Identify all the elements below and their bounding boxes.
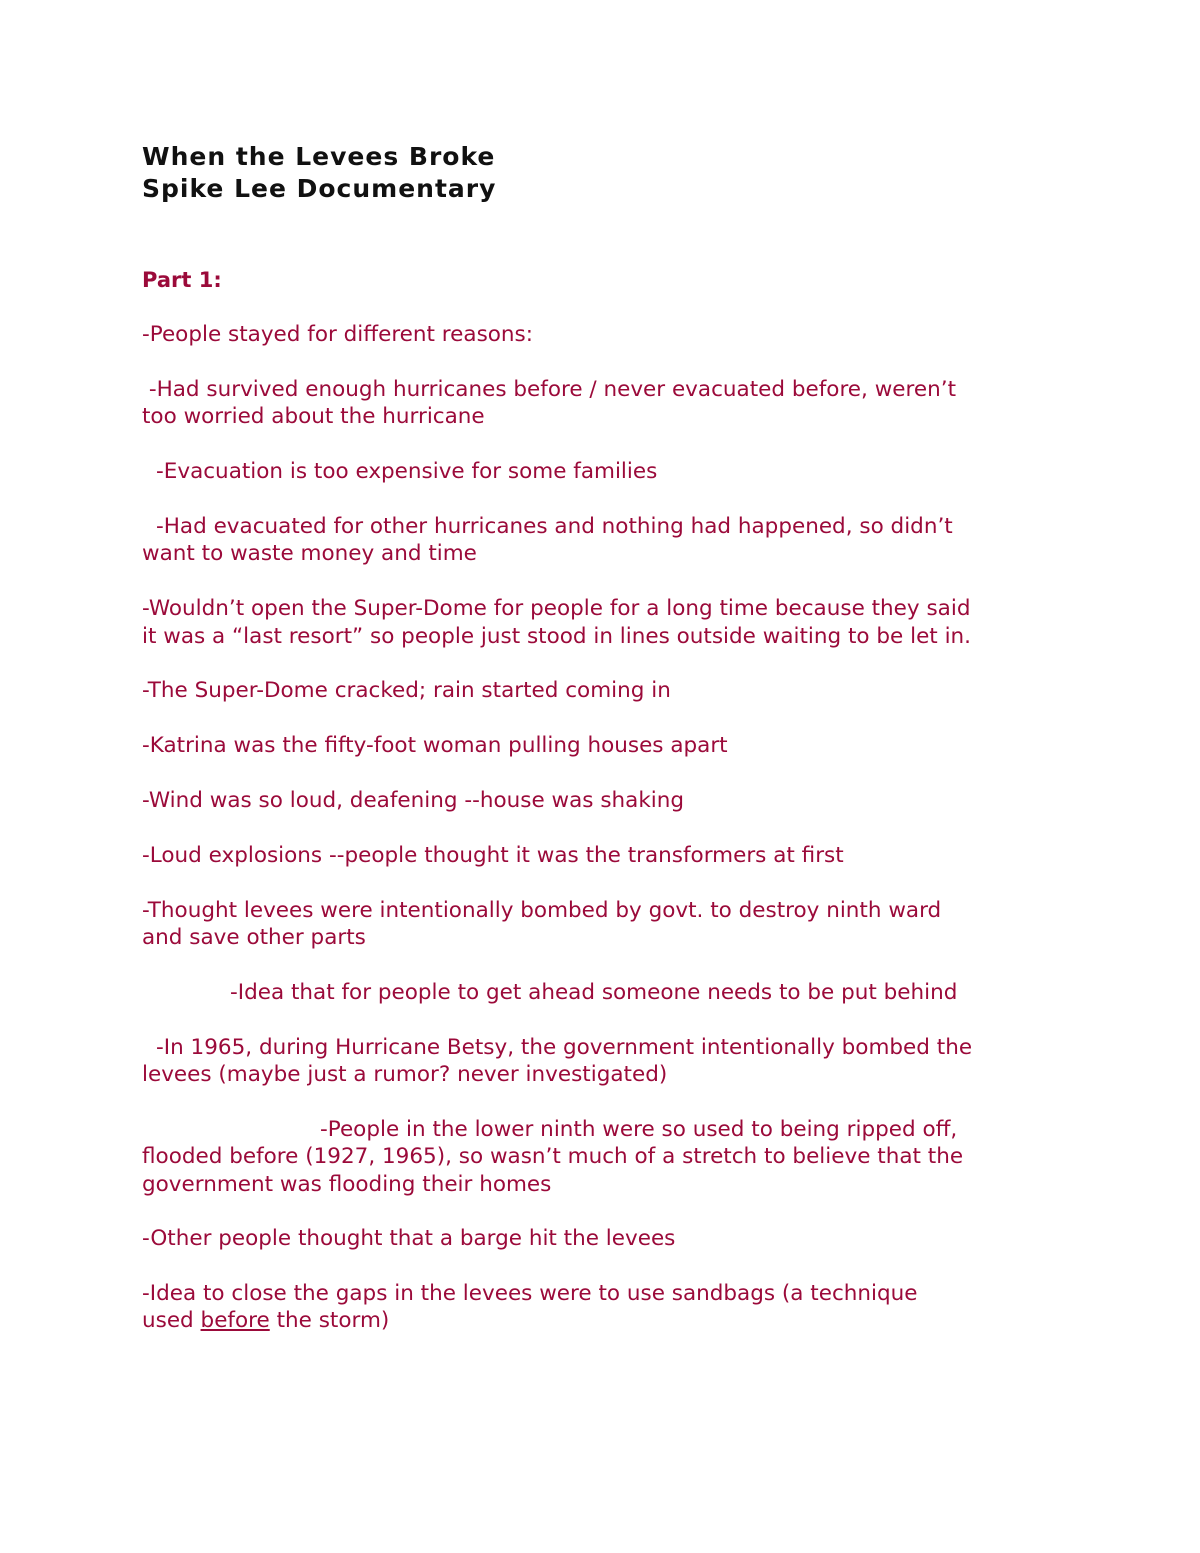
note-line: want to waste money and time: [142, 541, 477, 566]
note-line: and save other parts: [142, 925, 366, 950]
note-line: -People in the lower ninth were so used to being ripped off,: [320, 1117, 958, 1142]
note-line: -In 1965, during Hurricane Betsy, the government intentionally bombed the: [156, 1035, 973, 1060]
note-line: -Other people thought that a barge hit the levees: [142, 1226, 676, 1251]
note-line: -Katrina was the fifty-foot woman pulling houses apart: [142, 733, 728, 758]
note-line-with-emphasis: [142, 1308, 389, 1333]
note-line: -Idea that for people to get ahead someone needs to be put behind: [230, 980, 958, 1005]
document-title: When the Levees Broke: [142, 142, 496, 171]
note-line: -Had evacuated for other hurricanes and nothing had happened, so didn’t: [156, 514, 953, 539]
note-line: -The Super-Dome cracked; rain started coming in: [142, 678, 671, 703]
note-line: it was a “last resort” so people just stood in lines outside waiting to be let in.: [142, 624, 972, 649]
note-line: flooded before (1927, 1965), so wasn’t much of a stretch to believe that the: [142, 1144, 964, 1169]
note-line: levees (maybe just a rumor? never investigated): [142, 1062, 668, 1087]
note-line: too worried about the hurricane: [142, 404, 485, 429]
note-text: the storm): [269, 1308, 390, 1333]
note-line: -Wouldn’t open the Super-Dome for people for a long time because they said: [142, 596, 971, 621]
note-line: -Loud explosions --people thought it was the transformers at first: [142, 843, 844, 868]
underlined-word: before: [200, 1308, 270, 1333]
note-line: -Thought levees were intentionally bombed by govt. to destroy ninth ward: [142, 898, 942, 923]
note-line: -Idea to close the gaps in the levees were to use sandbags (a technique: [142, 1281, 918, 1306]
note-line: -Evacuation is too expensive for some families: [156, 459, 658, 484]
note-line: -Had survived enough hurricanes before / never evacuated before, weren’t: [142, 377, 956, 402]
note-line: -People stayed for different reasons:: [142, 322, 533, 347]
note-text: used: [142, 1308, 201, 1333]
document-subtitle: Spike Lee Documentary: [142, 174, 497, 203]
section-heading: Part 1:: [142, 268, 222, 292]
note-line: government was flooding their homes: [142, 1172, 552, 1197]
note-line: -Wind was so loud, deafening --house was shaking: [142, 788, 685, 813]
